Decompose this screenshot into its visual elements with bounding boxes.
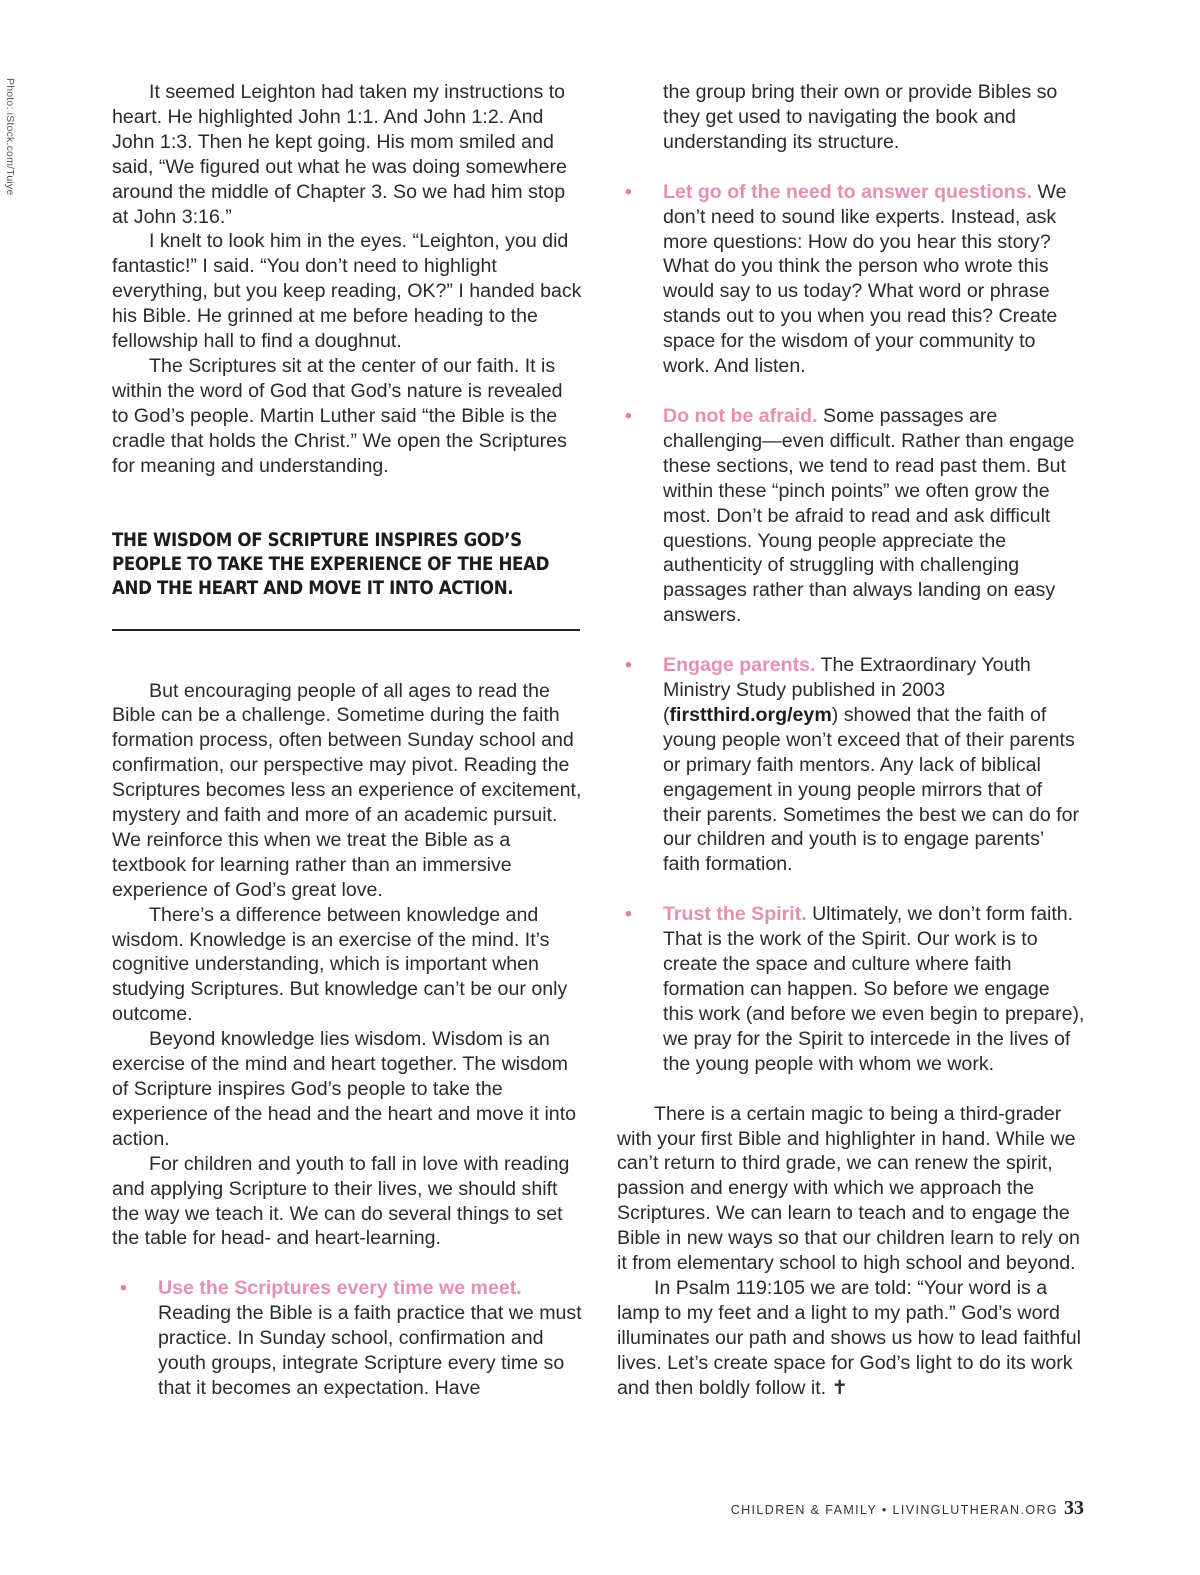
tip-text: Some passages are challenging—even difficult. Rather than engage these sections, we tend to read past them. But within these “pinch points” we often grow the most. Don’t be afraid to read and ask difficult questions. Young people appreciate the authenticity of struggling with challenging passages rather than always landing on easy answers.: [663, 404, 1075, 627]
tips-list-continued: [617, 80, 1085, 1077]
list-item: [617, 404, 1085, 628]
photo-credit: Photo: iStock.com/Tuiye: [4, 78, 16, 196]
page-number: 33: [1064, 1497, 1084, 1519]
page-footer: [731, 1497, 1084, 1520]
tip-heading: Let go of the need to answer questions.: [663, 180, 1033, 203]
body-paragraph: There is a certain magic to being a third-grader with your first Bible and highlighter in hand. While we can’t return to third grade, we can renew the spirit, passion and energy with which we approach the Scriptures. We can learn to teach and to engage the Bible in new ways so that our children learn to rely on it from elementary school to high school and beyond.: [617, 1102, 1080, 1275]
tip-text: Ultimately, we don’t form faith. That is the work of the Spirit. Our work is to create the space and culture where faith formation can happen. So before we engage this work (and before we even begin to prepare), we pray for the Spirit to intercede in the lives of the young people with whom we work.: [663, 903, 1085, 1075]
body-paragraph: There’s a difference between knowledge and wisdom. Knowledge is an exercise of the mind. It’s cognitive understanding, which is important when studying Scriptures. But knowledge can’t be our only outcome.: [112, 903, 568, 1026]
left-column: [112, 80, 582, 1401]
pull-quote-rule: [112, 629, 580, 631]
tip-text: Reading the Bible is a faith practice that we must practice. In Sunday school, confirmation and youth groups, integrate Scripture every time so that it becomes an expectation. Have: [158, 1302, 582, 1399]
tip-text: The Extraordinary Youth Ministry Study published in 2003 (: [663, 654, 1031, 726]
end-cross-icon: ✝: [831, 1376, 849, 1399]
footer-text: CHILDREN & FAMILY • LIVINGLUTHERAN.ORG: [730, 1503, 1058, 1517]
list-item: [617, 902, 1085, 1076]
body-paragraph: [617, 1276, 1085, 1401]
body-paragraph: Beyond knowledge lies wisdom. Wisdom is an exercise of the mind and heart together. The wisdom of Scripture inspires God’s people to take the experience of the head and the heart and move it into action.: [112, 1028, 577, 1150]
body-paragraph: It seemed Leighton had taken my instructions to heart. He highlighted John 1:1. And John 1:2. And John 1:3. Then he kept going. His mom smiled and said, “We figured out what he was doing somewhere around the middle of Chapter 3. So we had him stop at John 3:16.”: [112, 81, 567, 228]
bullet-icon: •: [625, 180, 632, 203]
pull-quote: THE WISDOM OF SCRIPTURE INSPIRES GOD’S PEOPLE TO TAKE THE EXPERIENCE OF THE HEAD AND THE HEART AND MOVE IT INTO ACTION.: [112, 529, 550, 599]
right-column: [617, 80, 1085, 1401]
closing-text: In Psalm 119:105 we are told: “Your word is a lamp to my feet and a light to my path.” God’s word illuminates our path and shows us how to lead faithful lives. Let’s create space for God’s light to do its work and then boldly follow it.: [617, 1276, 1081, 1399]
bullet-icon: •: [120, 1277, 127, 1300]
body-paragraph: For children and youth to fall in love with reading and applying Scripture to their lives, we should shift the way we teach it. We can do several things to set the table for head- and heart-learning.: [112, 1152, 570, 1250]
bullet-icon: •: [625, 903, 632, 926]
tips-list: [112, 1276, 582, 1401]
tip-heading: Do not be afraid.: [663, 404, 818, 427]
tip-text: We don’t need to sound like experts. Instead, ask more questions: How do you hear this story? What do you think the person who wrote this would say to us today? What word or phrase stands out to you when you read this? Create space for the wisdom of your community to work. And listen.: [663, 180, 1067, 378]
list-item: [617, 80, 1085, 155]
body-paragraph: But encouraging people of all ages to read the Bible can be a challenge. Sometime during the faith formation process, often between Sunday school and confirmation, our perspective may pivot. Reading the Scriptures becomes less an experience of excitement, mystery and faith and more of an academic pursuit. We reinforce this when we treat the Bible as a textbook for learning rather than an immersive experience of God’s great love.: [112, 679, 582, 901]
body-paragraph: I knelt to look him in the eyes. “Leighton, you did fantastic!” I said. “You don’t need to highlight everything, but you keep reading, OK?” I handed back his Bible. He grinned at me before heading to the fellowship hall to find a doughnut.: [112, 230, 582, 353]
tip-heading: Use the Scriptures every time we meet.: [158, 1277, 522, 1300]
list-item: [617, 653, 1085, 877]
bullet-icon: •: [625, 654, 632, 677]
bullet-icon: •: [625, 404, 632, 427]
tip-text: ) showed that the faith of young people won’t exceed that of their parents or primary faith mentors. Any lack of biblical engagement in young people mirrors that of their parents. Sometimes the best we can do for our children and youth is to engage parents’ faith formation.: [663, 703, 1080, 876]
tip-heading: Engage parents.: [663, 654, 816, 677]
study-link[interactable]: firstthird.org/eym: [669, 703, 832, 726]
body-paragraph: The Scriptures sit at the center of our faith. It is within the word of God that God’s nature is revealed to God’s people. Martin Luther said “the Bible is the cradle that holds the Christ.” We open the Scriptures for meaning and understanding.: [112, 354, 567, 477]
list-item: [112, 1276, 582, 1401]
list-item: [617, 180, 1085, 379]
tip-heading: Trust the Spirit.: [663, 903, 807, 926]
tip-text: the group bring their own or provide Bibles so they get used to navigating the book and understanding its structure.: [663, 81, 1058, 153]
